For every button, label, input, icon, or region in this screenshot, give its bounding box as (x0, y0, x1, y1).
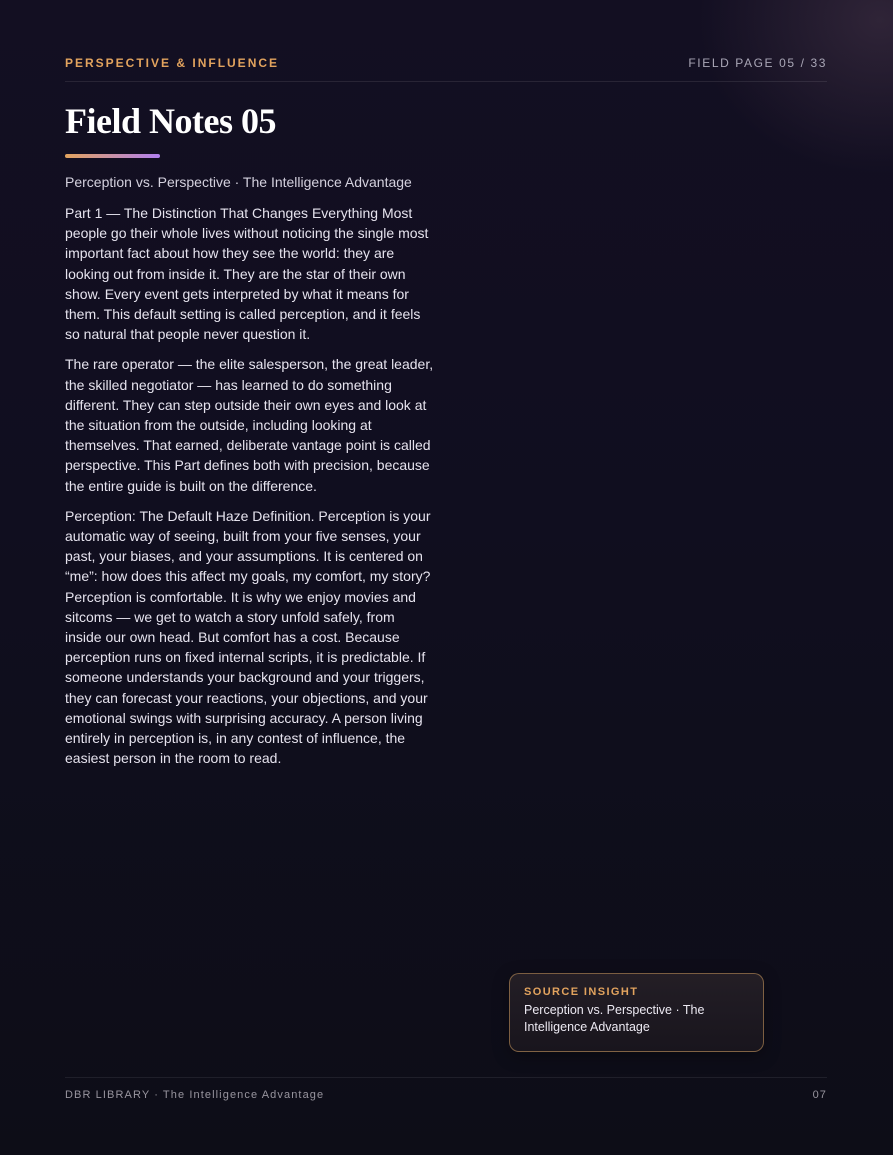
paragraph-1: Part 1 — The Distinction That Changes Everything Most people go their whole lives without noticing the single most important fact about how they see the world: they are looking out from inside it. They are the star of their own show. Every event gets interpreted by what it means for them. This default setting is called perception, and it feels so natural that people never question it. (65, 205, 429, 343)
footer-page-number: 07 (812, 1089, 827, 1101)
paragraph-2: The rare operator — the elite salesperson, the great leader, the skilled negotiator — has learned to do something different. They can step outside their own eyes and look at the situation from the outside, including looking at themselves. That earned, deliberate vantage point is called perspective. This Part defines both with precision, because the entire guide is built on the difference. (65, 356, 434, 494)
title-accent-bar (65, 154, 160, 158)
insight-label: SOURCE INSIGHT (524, 986, 639, 998)
page-title: Field Notes 05 (65, 101, 276, 141)
source-insight-card (509, 973, 764, 1052)
body-text (65, 203, 435, 778)
paragraph-3: Perception: The Default Haze Definition. Perception is your automatic way of seeing, built from your five senses, your past, your biases, and your assumptions. It is centered on “me”: how does this affect my goals, my comfort, my story? Perception is comfortable. It is why we enjoy movies and sitcoms — we get to watch a story unfold safely, from inside our own head. But comfort has a cost. Because perception runs on fixed internal scripts, it is predictable. If someone understands your background and your triggers, they can forecast your reactions, your objections, and your emotional swings with surprising accuracy. A person living entirely in perception is, in any contest of influence, the easiest person in the room to read. (65, 507, 431, 767)
page-header (65, 55, 827, 82)
page-indicator: FIELD PAGE 05 / 33 (688, 56, 827, 70)
footer-library: DBR LIBRARY · The Intelligence Advantage (65, 1089, 325, 1101)
page-subtitle: Perception vs. Perspective · The Intelligence Advantage (65, 174, 412, 190)
section-kicker: PERSPECTIVE & INFLUENCE (65, 56, 280, 70)
page-footer (65, 1077, 827, 1108)
insight-text: Perception vs. Perspective · The Intelligence Advantage (524, 1003, 705, 1034)
